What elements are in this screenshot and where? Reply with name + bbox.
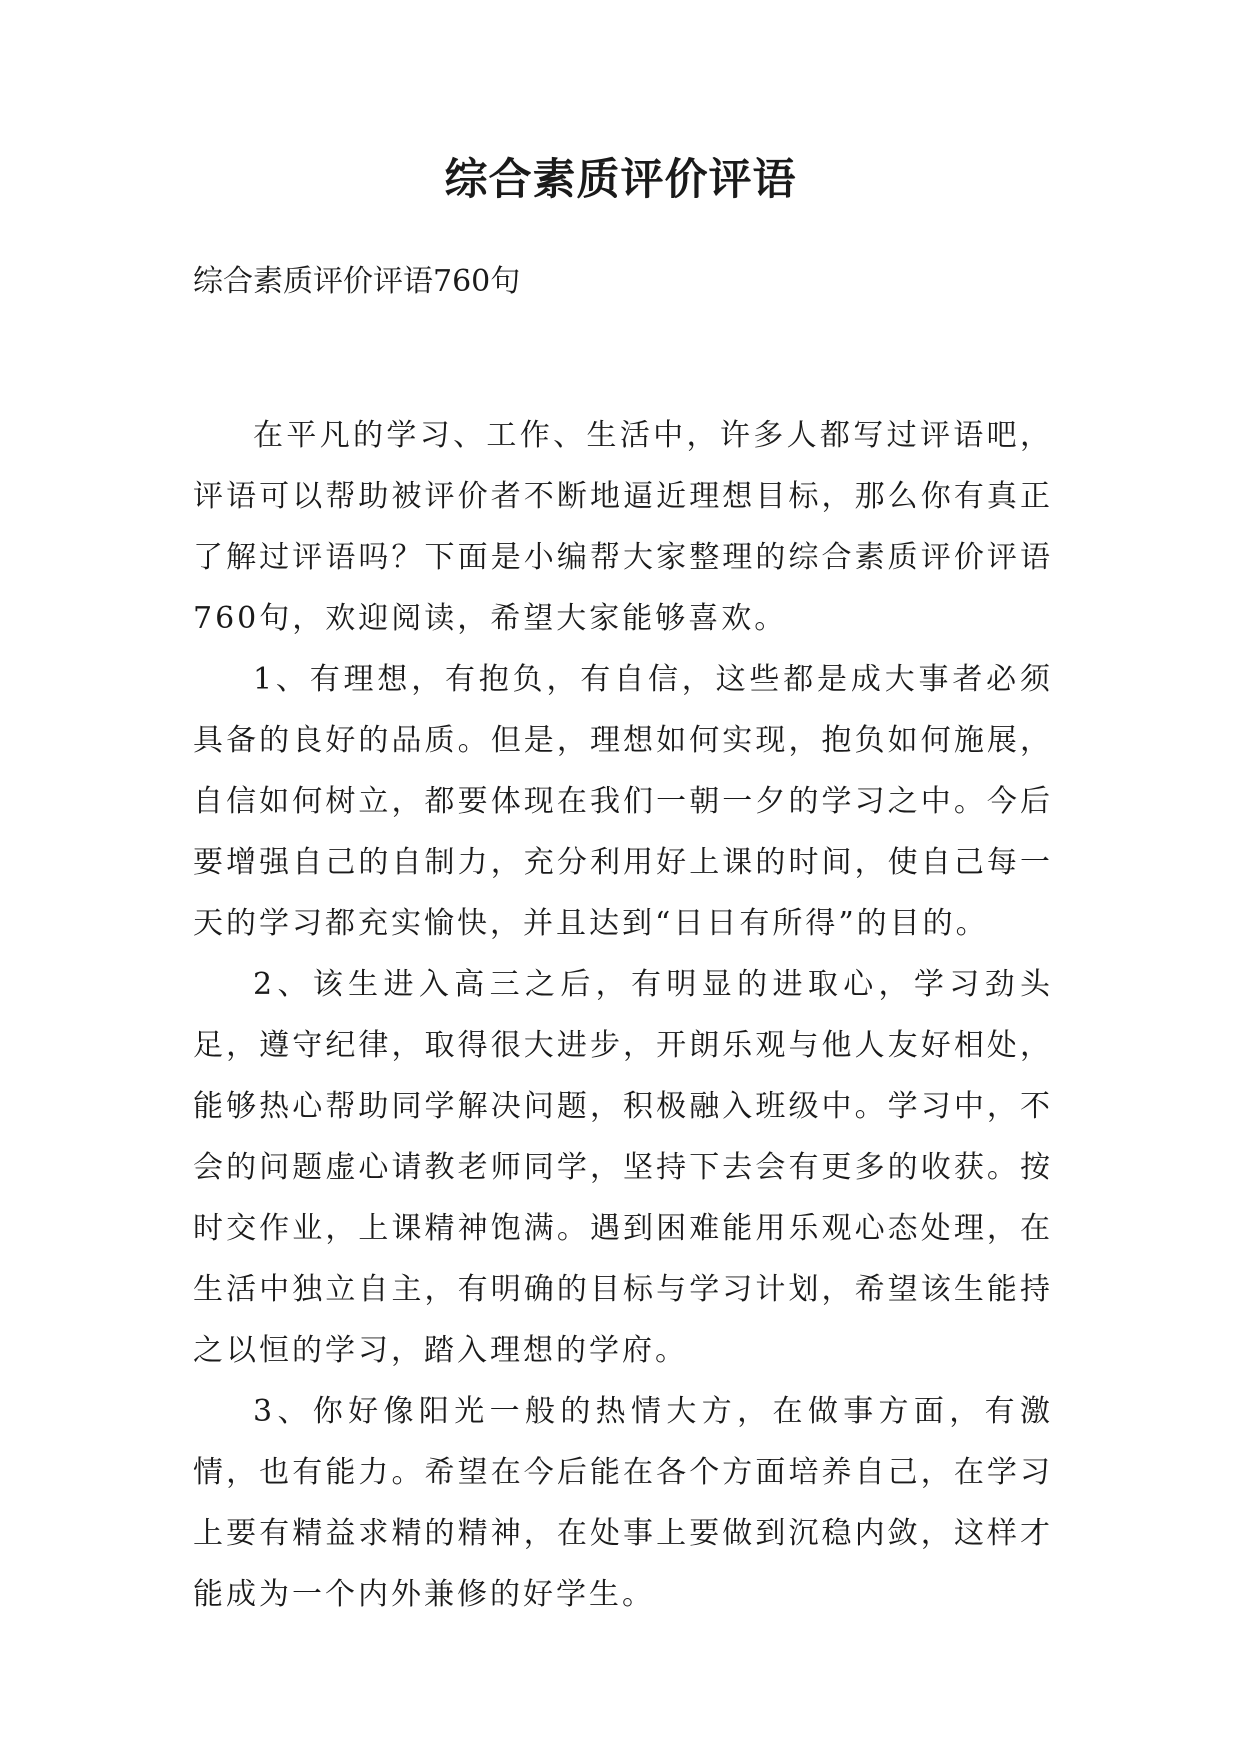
document-body <box>193 405 1053 1625</box>
paragraph-intro: 在平凡的学习、工作、生活中，许多人都写过评语吧，评语可以帮助被评价者不断地逼近理想目标，那么你有真正了解过评语吗？下面是小编帮大家整理的综合素质评价评语760句，欢迎阅读，希望大家能够喜欢。 <box>193 418 1053 636</box>
document-subtitle: 综合素质评价评语760句 <box>193 264 521 299</box>
document-title: 综合素质评价评语 <box>444 155 797 205</box>
paragraph-comment-1: 1、有理想，有抱负，有自信，这些都是成大事者必须具备的良好的品质。但是，理想如何实现，抱负如何施展，自信如何树立，都要体现在我们一朝一夕的学习之中。今后要增强自己的自制力，充分利用好上课的时间，使自己每一天的学习都充实愉快，并且达到“日日有所得”的目的。 <box>193 662 1053 941</box>
paragraph-comment-3: 3、你好像阳光一般的热情大方，在做事方面，有激情，也有能力。希望在今后能在各个方面培养自己，在学习上要有精益求精的精神，在处事上要做到沉稳内敛，这样才能成为一个内外兼修的好学生。 <box>193 1394 1053 1612</box>
paragraph-comment-2: 2、该生进入高三之后，有明显的进取心，学习劲头足，遵守纪律，取得很大进步，开朗乐观与他人友好相处，能够热心帮助同学解决问题，积极融入班级中。学习中，不会的问题虚心请教老师同学，坚持下去会有更多的收获。按时交作业，上课精神饱满。遇到困难能用乐观心态处理，在生活中独立自主，有明确的目标与学习计划，希望该生能持之以恒的学习，踏入理想的学府。 <box>193 967 1053 1368</box>
